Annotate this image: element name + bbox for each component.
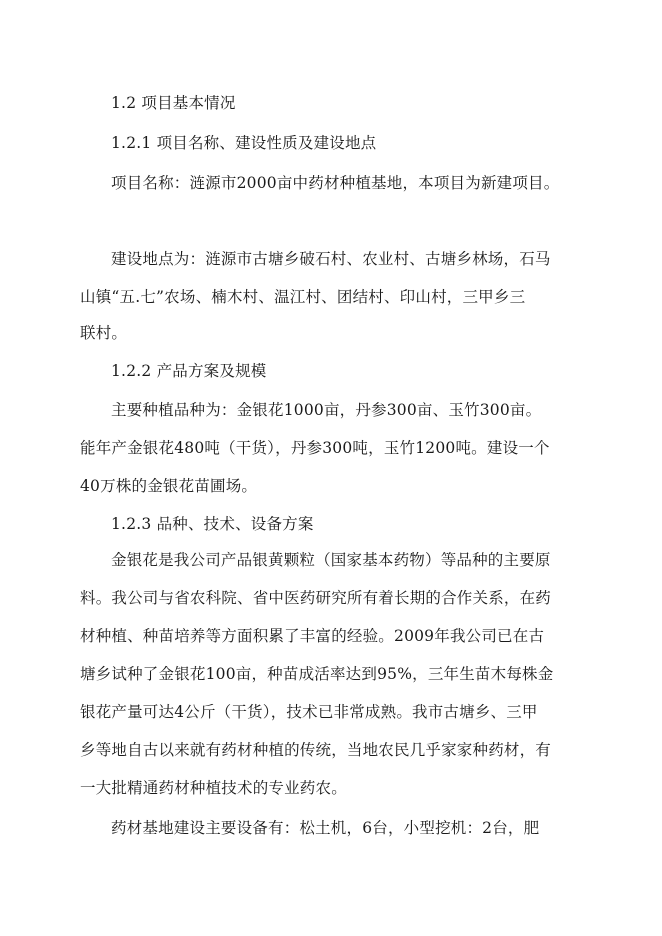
site-paragraph-line-3: 联村。 xyxy=(80,324,128,342)
products-paragraph-line-3: 40万株的金银花苗圃场。 xyxy=(80,477,258,495)
subsection-heading-1-2-3: 1.2.3 品种、技术、设备方案 xyxy=(111,515,314,533)
products-paragraph-line-2: 能年产金银花480吨（干货），丹参300吨，玉竹1200吨。建设一个 xyxy=(80,439,550,457)
variety-paragraph-line-6: 乡等地自古以来就有药材种植的传统，当地农民几乎家家种药材，有 xyxy=(80,741,552,759)
variety-paragraph-line-3: 材种植、种苗培养等方面积累了丰富的经验。2009年我公司已在古 xyxy=(80,627,545,645)
variety-paragraph-line-2: 料。我公司与省农科院、省中医药研究所有着长期的合作关系，在药 xyxy=(80,589,552,607)
subsection-heading-1-2-1: 1.2.1 项目名称、建设性质及建设地点 xyxy=(111,134,377,152)
variety-paragraph-line-7: 一大批精通药材种植技术的专业药农。 xyxy=(80,779,347,797)
project-name-paragraph: 项目名称：涟源市2000亩中药材种植基地，本项目为新建项目。 xyxy=(111,174,560,192)
products-paragraph-line-1: 主要种植品种为：金银花1000亩，丹参300亩、玉竹300亩。 xyxy=(111,401,542,419)
variety-paragraph-line-4: 塘乡试种了金银花100亩，种苗成活率达到95%，三年生苗木每株金 xyxy=(80,665,554,683)
section-heading-1-2: 1.2 项目基本情况 xyxy=(111,94,236,112)
variety-paragraph-line-1: 金银花是我公司产品银黄颗粒（国家基本药物）等品种的主要原 xyxy=(111,551,551,569)
site-paragraph-line-2: 山镇“五.七”农场、楠木村、温江村、团结村、印山村，三甲乡三 xyxy=(80,288,526,306)
equipment-paragraph-line-1: 药材基地建设主要设备有：松土机，6台，小型挖机：2台，肥 xyxy=(111,819,540,837)
site-paragraph-line-1: 建设地点为：涟源市古塘乡破石村、农业村、古塘乡林场，石马 xyxy=(111,250,551,268)
variety-paragraph-line-5: 银花产量可达4公斤（干货），技术已非常成熟。我市古塘乡、三甲 xyxy=(80,703,538,721)
subsection-heading-1-2-2: 1.2.2 产品方案及规模 xyxy=(111,362,267,380)
